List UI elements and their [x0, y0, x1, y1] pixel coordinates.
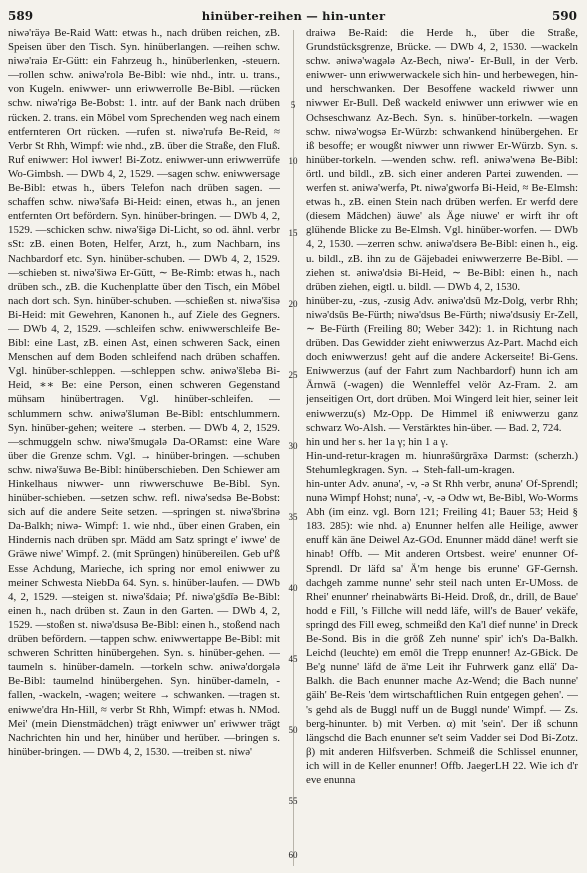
line-number: 20: [288, 299, 298, 309]
running-head: hinüber-reihen — hin-unter: [201, 9, 386, 23]
line-number: 5: [290, 100, 296, 110]
line-number: 35: [288, 512, 298, 522]
left-column-text: niwə'räyə Be-Raid Watt: etwas h., nach drüben reichen, zB. Speisen über den Tisch. Syn. hinüberlangen. —reihen schw. niwə'raiə Er-Gütt: ein Fahrzeug h., hinüberlenken, -steuern. —rollen schw. əniwə'rolə Be-Bibl: wie nhd., intr. u. trans., von Kugeln. eniwwer- unn eriwwerrolle Be-Bibl. —rücken schw. niwə'rigə Be-Bobst: 1. intr. auf der Bank nach drüben rücken. 2. trans. ein Möbel vom Sprechenden weg nach einem entfernteren Ort rücken. —rufen st. niwə'rufə Be-Reid, ≈ Verbr St Rhh, Wimpf: wie nhd., zB. über die Straße, den Fluß. Ruf eniwwer: Hol iwwer! Bi-Zotz. eniwwer-unn eriwwerrüfe Wo-Gimbsh. — DWb 4, 2, 1529. —sagen schw. eniwwersage Be-Bibl: etwas h., übers Telefon nach drüben sagen. —schaffen schw. niwə'šafə Bi-Heid: einen, etwas h., an jenen entfernten Ort befördern. Syn. hinüber-bringen. — DWb 4, 2, 1529. —schicken schw. niwə'šigə Di-Licht, so od. ähnl. verbr sSt: zB. einen Boten, Helfer, Arzt, h., zum Nachbarn, ins Nachbardorf etc. Syn. hinüber-schuben. — DWb 4, 2, 1529. —schieben st. niwə'šiwə Er-Gütt, ∼ Be-Rimb: etwas h., nach drüben sch., zB. die Kuchenplatte über den Tisch, ein Möbel nach dort sch. Syn. hinüber-schuben. —schießen st. niwə'šisə Bi-Heid: mit Gewehren, Kanonen h., auf Ziele des Gegners. — DWb 4, 2, 1529. —schleifen schw. eniwwerschleife Be-Bibl: eine Last, zB. einen Ast, einen schweren Sack, einen Menschen auf dem Boden schleifend nach drüben schaffen. Vgl. hinüber-schleppen. —schleppen schw. əniwə'šlebə Bi-Heid, ∗∗ Be: eine Person, einen schweren Gegenstand mühsam hinübertragen. Vgl. hinüber-schleifen. —schlummern schw. əniwə'šlumən Be-Bibl: entschlummern. Syn. hinüber-gehen; weitere → sterben. — DWb 4, 2, 1529. —schmuggeln schw. niwə'šmugələ Da-ORamst: eine Ware über die Grenze schm. Vgl. → hinüber-bringen. —schuben schw. niwə'šuwə Be-Bibl: hinüberschieben. Den Schiewer am Hinkelhaus niwwer- unn riwwerschuwe Be-Bibl. Syn. hinüber-schieben. —setzen schw. refl. niwə'sedsə Be-Bobst: sich auf die andere Seite setzen. —springen st. niwə'šbrinə Da-Balkh; niwə- Wimpf: 1. wie nhd., über einen Graben, ein Hindernis nach drüben spr. Mädd am Satz springt e' iwwe' de Gräwe niwe' Wimpf. 2. (mit Sprüngen) hinübereilen. Geb uf'ß Esse Achdung, Marieche, ich spring nor emol eniwwer zu meiner Schwesta NiebDa 64. Syn. s. hinüber-laufen. — DWb 4, 2, 1529. —steigen st. niwə'šdaiə; Pf. niwə'gšdīə Be-Bibl: einen h., nach drüben st. Zaun in den Garten. — DWb 4, 2, 1529. —stoßen st. niwə'dsusə Be-Bibl: einen h., stoßend nach drüben befördern. —tappen schw. eniwwertappe Be-Bibl: mit schweren Schritten hinübergehen. Syn. s. hinüber-gehen. —taumeln s. hinüber-dameln. —torkeln schw. əniwə'dorgələ Be-Bibl: taumelnd hinübergehen. Syn. hinüber-dameln, -fallen, -wackeln, -wagen; weitere → schwanken. —tragen st. eniwwe'dra Hn-Hill, ≈ verbr St Rhh, Wimpf: etwas h. NMod. Mei' (mein Dienstmädchen) trägt eniwwer un' eriwwer trägt Nachrichten hin und her, hinüber und herüber. —bringen s. hinüber-bringen. — DWb 4, 2, 1530. —treiben st. niwə': [8, 27, 280, 758]
line-number: 10: [288, 156, 298, 166]
line-number: 40: [288, 583, 298, 593]
entry-hinueber-zu: hinüber-zu, -zus, -zusig Adv. əniwə'dsū Mz-Dolg, verbr Rhh; niwə'dsūs Be-Fürth; niwə'dsus Be-Fürth; niwə'dsusiy Er-Zell, ∼ Be-Fürth (Freiling 80; Weber 342): 1. in Richtung nach drüben. Das Gewidder zieht eniwwerzus Az-Part. Machd eich doch eniwwerzus! geht auf die andere Ackerseite! Bi-Gens. Eniwwerzus (auf der Fahrt zum Nachbardorf) hunn ich am Ärnwä (-wagen) die Wennleffel velör Az-Fram. 2. am jenseitigen Ort, dort drüben. Moi Wingerd leit hier, seiner leit eniwwerzu(s) Mz-Opp. De Himmel iß eniwwerzu ganz schwarz Wo-Alsh. — Verstärktes hin-über. — Bad. 2, 724.: [306, 294, 578, 434]
entry-hinueber-continued: draiwə Be-Raid: die Herde h., über die Straße, Grundstücksgrenze, Brücke. — DWb 4, 2, 1530. —wackeln schw. əniwə'wagələ Az-Bech, niwə'- Er-Bull, in der Verb. eniwwer- unn eriwwerwackele sich hin- und herbewegen, hin- und herschwanken. Der Besoffene wackeld riwwer unn niwwer Er-Bull. Deß wackeld eniwwer unn eriwwer wie en Ochseschwanz Az-Bech. Syn. s. hinüber-torkeln. —wagen schw. niwə'wogsə Er-Würzb: schwankend hinübergehen. Er iß besoffe; er wougßt niwwer unn riwwer Er-Würzb. Syn. s. hinüber-torkeln. —wenden schw. refl. əniwə'wenə Be-Bibl: örtl. und bildl., zB. sich einer anderen Partei zuwenden. —werfen st. əniwə'werfə, Pt. niwə'gworfə Bi-Heid, ≈ Be-Elmsh: etwas h., zB. einen Stein nach drüben werfen. Er werfd dere (diesem Mädchen) äuwe' als Äge niuwe' er wirft ihr oft glühende Blicke zu Be-Elmsh. Vgl. hinüber-worfen. — DWb 4, 2, 1530. —zerren schw. əniwə'dserə Be-Bibl: einen h., eig. u. bildl., zB. ihn zu de Gäjebadei eniwwerzerre Be-Bibl. —ziehen st. əniwə'dsiə Bi-Heid, ∼ Be-Bibl: einen h., nach drüben ziehen, eigtl. u. bildl. — DWb 4, 2, 1530.: [306, 27, 578, 293]
line-number: 30: [288, 441, 298, 451]
page-number-right: 590: [551, 9, 577, 23]
line-number: 50: [288, 725, 298, 735]
page-number-left: 589: [8, 9, 34, 23]
line-number: 25: [288, 370, 298, 380]
line-number: 60: [288, 850, 298, 860]
entry-hin-unter: hin-unter Adv. ənunə', -v, -ə St Rhh verbr, ənunə' Of-Sprendl; nunə Wimpf Hohst; nunə', -v, -ə Odw wt, Be-Bibl, Wo-Worms Abh (im einz. vgl. Born 121; Freiling 41; Bauer 53; Heid § 183. 285): wie nhd. a) Enunner helfen alle Heilige, awwer enuff kän äne Deiwel Az-GOd. Enunner mädd däne! werft sie hinab! Offb. — Mit anderen Ortsbest. weire' enunner Of-Sprendl. Dr läfd sa' Ä'm henge bis erunne' GF-Gernsh. dachgeh zamme nunne' sehr steil nach unten Er-UMoss. de Rhei' enunner' rheinabwärts Bi-Heid. Droß, dr., drill, de Baue' hodd e Fill, 's Fillche will nedd läfe, will's de Bauer' vekäfe, springd des Fill eweg, schmeißd den Ka'l dief nunne' in Dreck Be-Sond. Bis in die grōß Zeh nunne' spir' ich's Da-Balkh. Leichd (leuchte) em emōl die Trepp enunner! Az-GBick. De Be'g nunne' läfd de ä'me Leit ihr Fuhrwerk ganz ellä' Da-Balkh. die Bach enunner mache Az-Wend; die Bach nunne' gäih' Be-Reis 'dem wirtschaftlichen Ruin entgegen gehen'. — 's gehd als de Buggl nuff un de Buggl nunde' Wimpf. — Zs. berg-hinunter. b) mit Verben. α) mit 'sein'. Der iß schunn längschd die Bach enunner se't seim Vadder sei Dod Bi-Zotz. β) mit anderen Hilfsverben. Schmeiß die Schlissel enunner, ich will in de Keller enunner! Offb. JaegerLH 22. Wie ich d'r eve enunna: [306, 478, 578, 786]
entry-hin-und-her: hin und her s. her 1a γ; hin 1 a γ.: [306, 435, 449, 448]
line-number: 15: [288, 228, 298, 238]
right-column: [306, 26, 578, 868]
page-header: [0, 0, 587, 26]
line-number: 45: [288, 654, 298, 664]
line-number: 55: [288, 796, 298, 806]
entry-hin-und-retur-kragen: Hin-und-retur-kragen m. hiunrəšūrgrāxə Darmst: (scherzh.) Stehumlegkragen. Syn. → Steh-fall-um-kragen.: [306, 449, 578, 476]
left-column: [8, 26, 280, 868]
